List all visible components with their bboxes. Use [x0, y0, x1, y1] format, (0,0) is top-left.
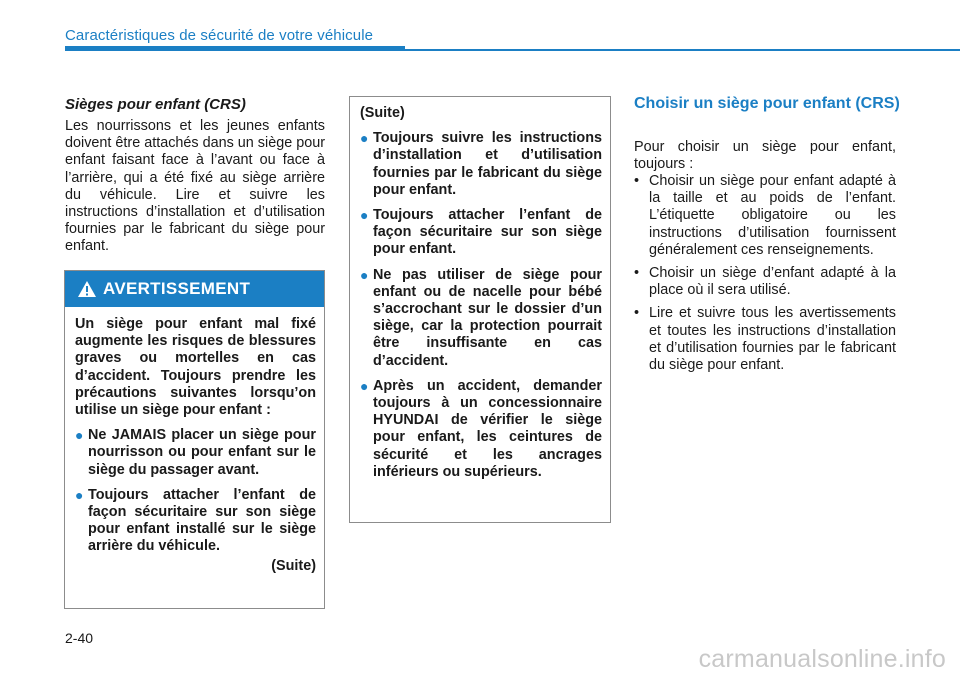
page-number: 2-40	[65, 630, 94, 646]
choose-crs-intro: Pour choisir un siège pour enfant, toujours :	[634, 139, 896, 173]
header-rule	[405, 49, 960, 51]
bullet-icon: •	[634, 265, 640, 282]
continuation-box	[349, 96, 611, 523]
list-item: ● Toujours attacher l’enfant de façon sécuritaire sur son siège pour enfant.	[360, 207, 602, 258]
warning-box	[64, 270, 325, 609]
warning-header	[65, 271, 324, 307]
continuation-list	[360, 130, 602, 481]
bullet-icon: ●	[360, 207, 369, 224]
continuation-label: (Suite)	[360, 105, 405, 121]
choose-crs-list	[634, 173, 896, 380]
header-rule-accent	[65, 46, 405, 51]
warning-triangle-icon	[77, 280, 97, 298]
continued-label: (Suite)	[271, 557, 316, 574]
list-item: • Choisir un siège d’enfant adapté à la place où il sera utilisé.	[634, 265, 896, 299]
list-item: • Choisir un siège pour enfant adapté à la taille et au poids de l’enfant. L’étiquette obligatoire ou les instructions d’utilisation fournissent généralement ces renseignements.	[634, 173, 896, 258]
bullet-icon: ●	[360, 377, 369, 394]
bullet-icon: •	[634, 305, 640, 322]
warning-title: AVERTISSEMENT	[103, 279, 251, 298]
crs-heading: Sièges pour enfant (CRS)	[65, 96, 246, 113]
warning-list	[75, 427, 316, 555]
warning-intro: Un siège pour enfant mal fixé augmente les risques de blessures graves ou mortelles en cas d’accident. Toujours prendre les précautions suivantes lorsqu’on utilise un siège pour enfant :	[75, 316, 316, 419]
list-item: ● Après un accident, demander toujours à un concessionnaire HYUNDAI de vérifier le siège pour enfant, les ceintures de sécurité et les ancrages inférieurs ou supérieurs.	[360, 377, 602, 480]
crs-paragraph: Les nourrissons et les jeunes enfants doivent être attachés dans un siège pour enfant faisant face à l’avant ou face à l’arrière, qui a été fixé au siège arrière du véhicule. Lire et suivre les instructions d’installation et d’utilisation fournies par le fabricant du siège pour enfant.	[65, 118, 326, 255]
warning-body	[65, 307, 324, 575]
list-item: ● Ne pas utiliser de siège pour enfant ou de nacelle pour bébé s’accrochant sur le dossier d’un siège, car la protection pourrait être insuffisante en cas d’accident.	[360, 266, 602, 369]
watermark: carmanualsonline.info	[698, 645, 946, 673]
bullet-icon: ●	[75, 427, 84, 444]
section-title: Caractéristiques de sécurité de votre véhicule	[65, 27, 374, 44]
bullet-icon: •	[634, 173, 640, 189]
list-item: ● Ne JAMAIS placer un siège pour nourrisson ou pour enfant sur le siège du passager avant.	[75, 427, 316, 478]
choose-crs-heading: Choisir un siège pour enfant (CRS)	[634, 95, 900, 112]
list-item: ● Toujours suivre les instructions d’installation et d’utilisation fournies par le fabricant du siège pour enfant.	[360, 130, 602, 198]
bullet-icon: ●	[360, 130, 369, 147]
bullet-icon: ●	[360, 266, 369, 283]
list-item: • Lire et suivre tous les avertissements et toutes les instructions d’installation et d’utilisation fournies par le fabricant du siège pour enfant.	[634, 305, 896, 374]
list-item: ● Toujours attacher l’enfant de façon sécuritaire sur son siège pour enfant installé sur le siège arrière du véhicule.	[75, 486, 316, 555]
bullet-icon: ●	[75, 486, 84, 503]
